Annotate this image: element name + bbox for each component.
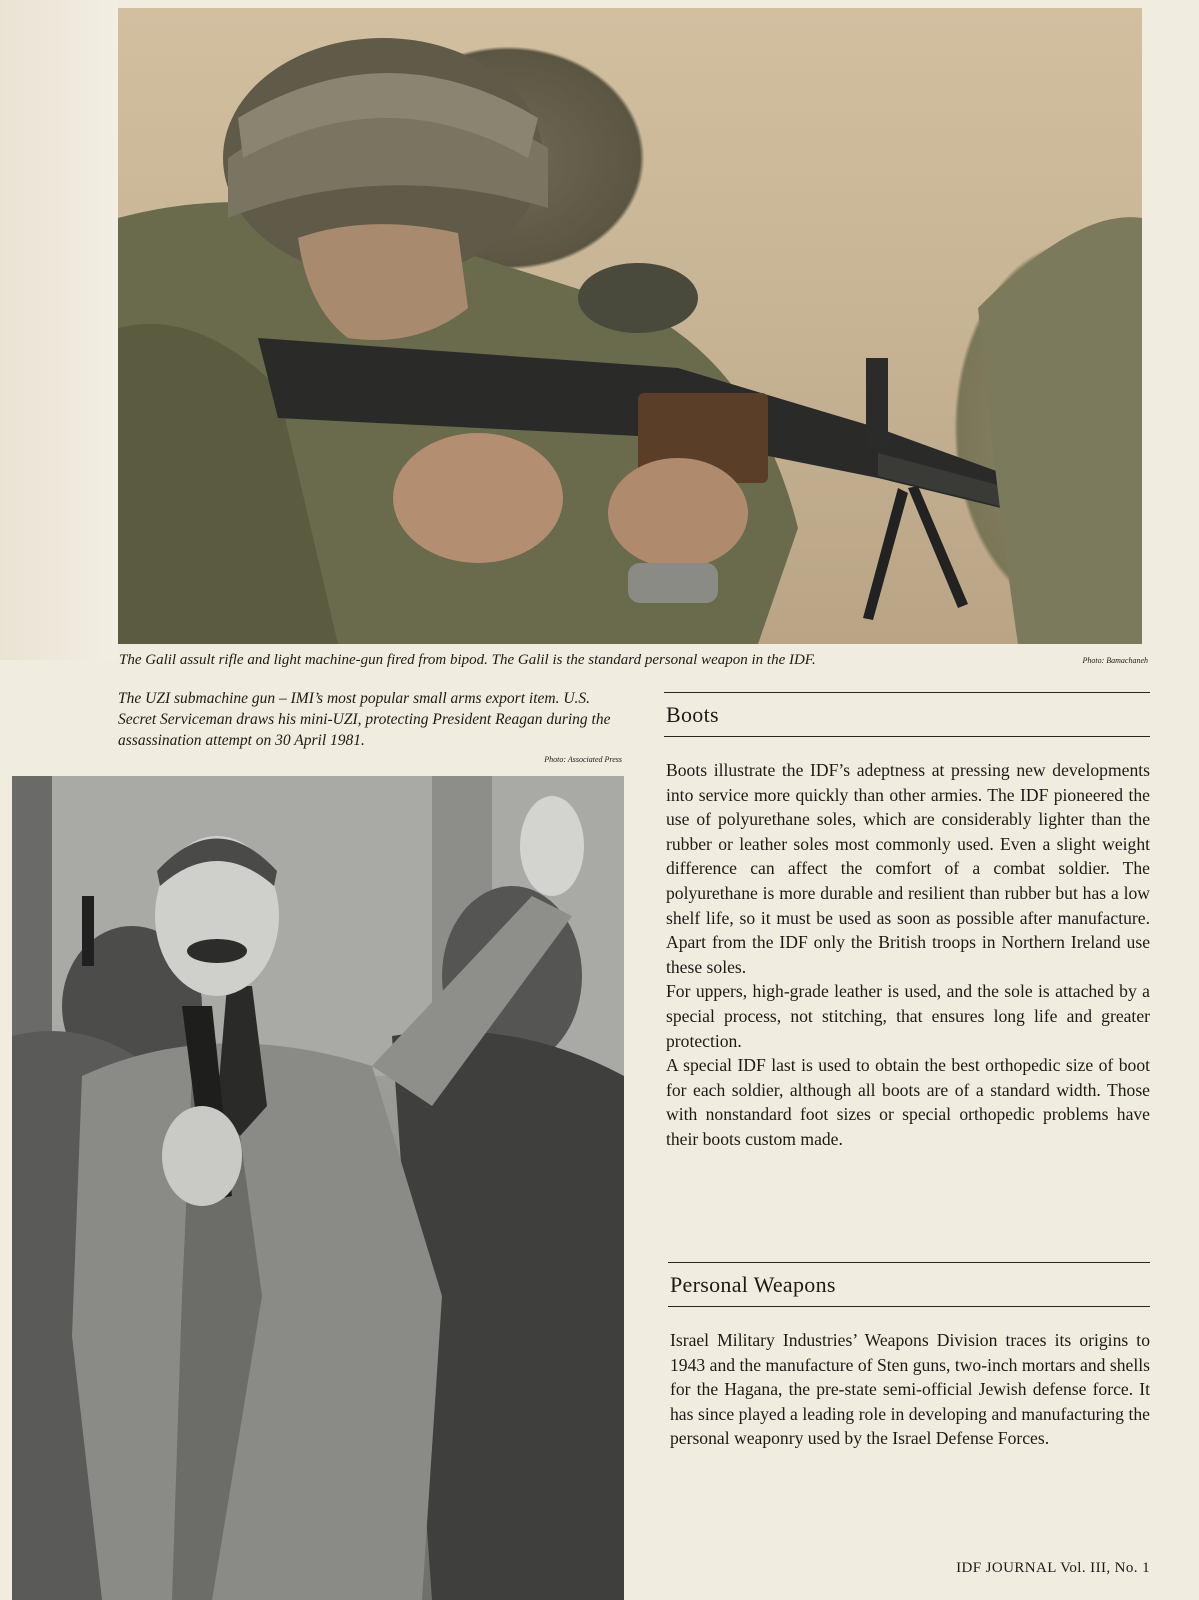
galil-caption: The Galil assult rifle and light machine-gun fired from bipod. The Galil is the standard personal weapon in the IDF. [119,652,816,668]
galil-soldier-illustration [118,8,1142,644]
page-margin [0,0,118,660]
uzi-serviceman-illustration [12,776,624,1600]
boots-paragraph-2: For uppers, high-grade leather is used, and the sole is attached by a special process, not stitching, that ensures long life and greater protection. [666,981,1150,1051]
boots-rule-top [664,692,1150,693]
boots-paragraph-3: A special IDF last is used to obtain the best orthopedic size of boot for each soldier, although all boots are of a standard width. Those with nonstandard foot sizes or special orthopedic problems have their boots custom made. [666,1055,1150,1149]
galil-photo-credit: Photo: Bamachaneh [1082,656,1148,665]
boots-rule-bottom [664,736,1150,737]
boots-heading: Boots [666,702,719,727]
weapons-heading: Personal Weapons [670,1272,836,1297]
boots-paragraph-1: Boots illustrate the IDF’s adeptness at pressing new developments into service more quickly than other armies. The IDF pioneered the use of polyurethane soles, which are considerably lighter than the rubber or leather soles most commonly used. Even a slight weight difference can affect the comfort of a combat soldier. The polyurethane is more durable and resilient than rubber but has a low shelf life, so it must be used as soon as possible after manufacture. Apart from the IDF only the British troops in Northern Ireland use these soles. [666,760,1150,977]
weapons-body [670,1328,1150,1451]
weapons-rule-bottom [668,1306,1150,1307]
weapons-rule-top [668,1262,1150,1263]
galil-soldier-photo [118,8,1142,644]
journal-footer: IDF JOURNAL Vol. III, No. 1 [956,1560,1150,1576]
uzi-caption: The UZI submachine gun – IMI’s most popular small arms export item. U.S. Secret Serviceman draws his mini-UZI, protecting President Reagan during the assassination attempt on 30 April 1981. [118,690,611,749]
uzi-serviceman-photo [12,776,624,1600]
weapons-paragraph-1: Israel Military Industries’ Weapons Division traces its origins to 1943 and the manufacture of Sten guns, two-inch mortars and shells for the Hagana, the pre-state semi-official Jewish defense force. It has since played a leading role in developing and manufacturing the personal weaponry used by the Israel Defense Forces. [670,1330,1150,1449]
boots-body [666,758,1150,1152]
uzi-photo-credit: Photo: Associated Press [544,755,622,764]
